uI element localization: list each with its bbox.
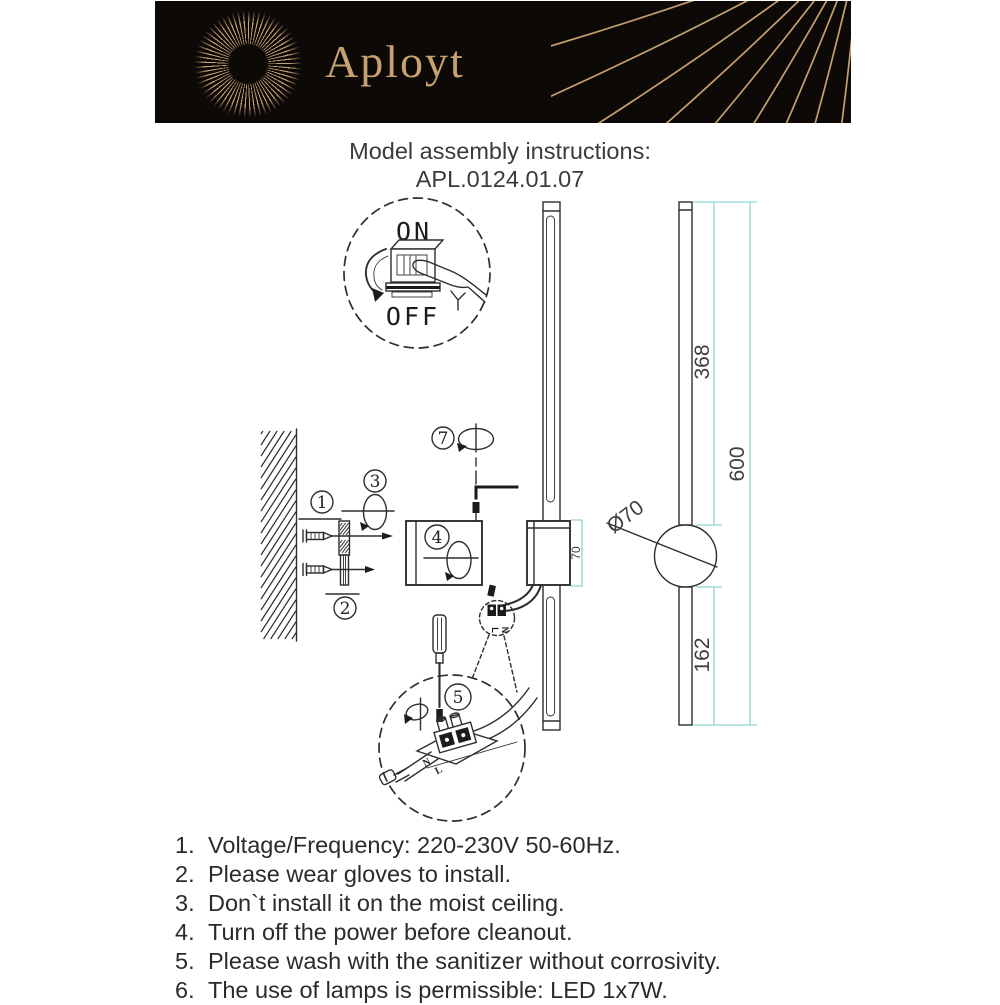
svg-text:4: 4 [431,528,443,548]
instruction-text: Voltage/Frequency: 220-230V 50-60Hz. [208,832,621,858]
hex-key-icon [476,487,517,498]
plate-hatch-bottom [340,540,349,553]
switch-off-label: OFF [385,302,441,331]
instruction-number: 5. [175,948,195,974]
step-marker-2 [326,594,359,619]
switch-on-label: ON [395,217,433,246]
terminal-block [417,710,517,768]
screwdriver-icon [433,615,446,722]
wire-neutral-label: N [421,756,433,770]
instruction-item [175,831,721,860]
instruction-number: 3. [175,890,195,916]
set-screw-group [432,424,517,529]
wiring-detail-circle [378,615,537,821]
mounting-plate-group [299,470,394,619]
switch-detail-circle [344,198,490,348]
wall-hatch [261,431,296,639]
lamp-side-view [603,202,757,725]
title-line1: Model assembly instructions: [349,138,651,164]
instruction-text: Please wash with the sanitizer without corrosivity. [208,948,721,974]
plate-hatch-top [340,523,349,535]
wire-live-label: L [433,764,445,778]
power-cable [378,768,409,786]
bracket-box-group [406,521,482,585]
instruction-item [175,918,721,947]
cable-sheath [477,698,537,743]
instruction-number: 6. [175,977,195,1003]
svg-text:2: 2 [339,599,351,619]
lamp-front-view [472,202,583,730]
instruction-text: The use of lamps is permissible: LED 1x7W. [208,977,668,1003]
dim-overall: 600 [726,446,749,482]
brand-name: Aployt [325,36,465,87]
dim-lower: 162 [691,637,714,673]
instruction-number: 2. [175,861,195,887]
instruction-item [175,976,721,1005]
svg-text:3: 3 [369,472,381,492]
title-line2: APL.0124.01.07 [415,166,585,192]
instruction-number: 4. [175,919,195,945]
step-marker-5: 5 [452,688,464,708]
wall-mount-disc [655,525,717,587]
step-marker-1 [299,491,341,519]
flip-arrow-icon [366,249,388,302]
screw-anchor-bottom [303,564,375,576]
terminal-live-label: L [490,627,500,633]
svg-text:7: 7 [437,429,449,449]
instruction-item [175,889,721,918]
instruction-item [175,860,721,889]
instruction-item [175,947,721,976]
terminal-neutral-label: N [500,626,510,634]
dim-diameter: Ø70 [602,495,649,539]
instruction-text: Turn off the power before cleanout. [208,919,573,945]
instructions-list [175,831,721,1005]
dim-bracket-width: 70 [569,546,583,560]
terminal-mini-circle [480,601,515,636]
rotate-arrow-icon [404,698,430,730]
svg-text:1: 1 [316,493,328,513]
instruction-text: Don`t install it on the moist ceiling. [208,890,565,916]
instruction-text: Please wear gloves to install. [208,861,512,887]
dim-upper: 368 [691,344,714,380]
wall-section [261,429,297,641]
instruction-number: 1. [175,832,195,858]
